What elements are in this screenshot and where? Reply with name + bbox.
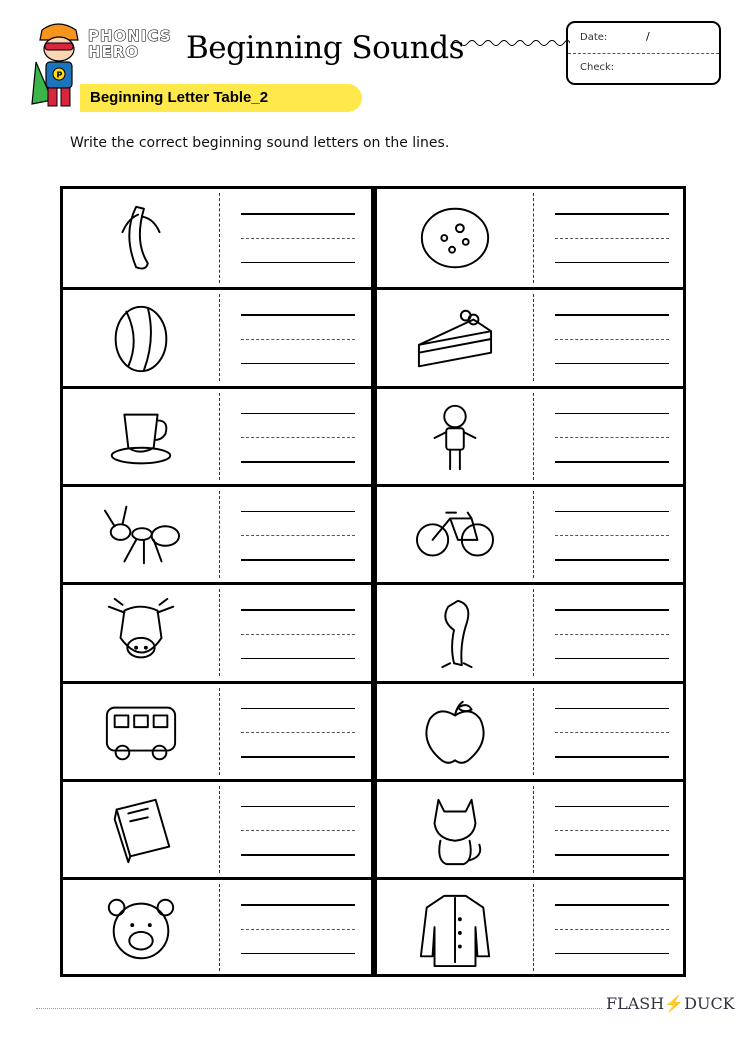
- dashed-midline: [555, 929, 669, 930]
- logo-left: FLASH: [606, 994, 665, 1013]
- writing-line: [241, 854, 355, 856]
- right-row-4: [377, 484, 683, 582]
- worksheet-table: [60, 186, 686, 977]
- right-row-6: [377, 681, 683, 779]
- writing-lines[interactable]: [241, 708, 355, 758]
- left-row-4: [63, 484, 371, 582]
- cow-icon: [71, 591, 211, 677]
- logo-right: DUCK: [684, 994, 735, 1013]
- writing-lines[interactable]: [555, 213, 669, 263]
- date-check-box: [566, 21, 721, 85]
- writing-lines[interactable]: [241, 511, 355, 561]
- writing-lines[interactable]: [555, 806, 669, 856]
- ball-icon: [71, 296, 211, 382]
- date-label: Date:: [580, 32, 608, 43]
- dashed-separator: [533, 884, 534, 971]
- writing-line: [241, 314, 355, 316]
- writing-lines[interactable]: [555, 413, 669, 463]
- writing-lines[interactable]: [241, 904, 355, 954]
- writing-line: [241, 559, 355, 561]
- dashed-midline: [555, 339, 669, 340]
- writing-line: [241, 708, 355, 710]
- writing-line: [555, 213, 669, 215]
- dashed-separator: [219, 294, 220, 381]
- dashed-separator: [533, 589, 534, 676]
- book-icon: [71, 788, 211, 874]
- apple-icon: [385, 690, 525, 776]
- right-row-1: [377, 189, 683, 287]
- writing-line: [555, 806, 669, 808]
- writing-line: [241, 756, 355, 758]
- writing-line: [241, 213, 355, 215]
- writing-line: [555, 262, 669, 264]
- dashed-separator: [219, 688, 220, 775]
- dashed-separator: [219, 589, 220, 676]
- left-row-7: [63, 779, 371, 877]
- writing-line: [555, 559, 669, 561]
- right-row-7: [377, 779, 683, 877]
- right-row-5: [377, 582, 683, 680]
- ant-icon: [71, 493, 211, 579]
- svg-text:P: P: [56, 70, 63, 80]
- dashed-separator: [533, 393, 534, 480]
- writing-lines[interactable]: [241, 806, 355, 856]
- dashed-midline: [555, 238, 669, 239]
- left-row-8: [63, 877, 371, 975]
- dashed-midline: [241, 437, 355, 438]
- brand-logo: [88, 28, 180, 70]
- dashed-separator: [219, 193, 220, 283]
- right-row-2: [377, 287, 683, 385]
- writing-line: [241, 511, 355, 513]
- banana-icon: [71, 195, 211, 281]
- writing-line: [241, 904, 355, 906]
- writing-line: [555, 708, 669, 710]
- writing-line: [241, 658, 355, 660]
- writing-line: [555, 609, 669, 611]
- writing-line: [555, 756, 669, 758]
- dashed-midline: [555, 437, 669, 438]
- writing-lines[interactable]: [555, 708, 669, 758]
- writing-line: [555, 461, 669, 463]
- writing-line: [241, 953, 355, 955]
- crocodile-icon: [385, 591, 525, 677]
- coat-icon: [385, 886, 525, 972]
- dashed-separator: [219, 786, 220, 873]
- wave-decoration: [452, 36, 570, 50]
- brand-line-1: PHONICS: [88, 27, 172, 45]
- subtitle: Beginning Letter Table_2: [90, 89, 269, 106]
- left-row-3: [63, 386, 371, 484]
- writing-line: [241, 461, 355, 463]
- dashed-separator: [219, 491, 220, 578]
- cup-icon: [71, 395, 211, 481]
- right-row-8: [377, 877, 683, 975]
- dashed-separator: [533, 786, 534, 873]
- writing-line: [555, 363, 669, 365]
- date-slash: /: [646, 30, 650, 43]
- writing-line: [555, 953, 669, 955]
- brand-line-2: HERO: [88, 43, 140, 61]
- bicycle-icon: [385, 493, 525, 579]
- writing-lines[interactable]: [555, 609, 669, 659]
- phonics-hero-mascot-icon: [30, 22, 86, 112]
- dashed-midline: [555, 535, 669, 536]
- dashed-separator: [219, 393, 220, 480]
- writing-lines[interactable]: [241, 213, 355, 263]
- writing-line: [555, 658, 669, 660]
- cat-icon: [385, 788, 525, 874]
- writing-lines[interactable]: [241, 413, 355, 463]
- writing-lines[interactable]: [555, 511, 669, 561]
- dashed-midline: [241, 929, 355, 930]
- boy-icon: [385, 395, 525, 481]
- check-label: Check:: [580, 62, 615, 73]
- writing-lines[interactable]: [241, 314, 355, 364]
- dashed-separator: [219, 884, 220, 971]
- dashed-midline: [241, 830, 355, 831]
- dashed-separator: [533, 491, 534, 578]
- right-column: [377, 189, 683, 974]
- writing-line: [241, 363, 355, 365]
- left-row-2: [63, 287, 371, 385]
- dashed-separator: [533, 294, 534, 381]
- writing-line: [555, 413, 669, 415]
- writing-line: [241, 413, 355, 415]
- dashed-separator: [533, 193, 534, 283]
- writing-lines[interactable]: [555, 314, 669, 364]
- writing-line: [241, 262, 355, 264]
- writing-line: [555, 904, 669, 906]
- dashed-midline: [241, 238, 355, 239]
- cookie-icon: [385, 195, 525, 281]
- dashed-midline: [555, 732, 669, 733]
- dashed-midline: [241, 535, 355, 536]
- writing-line: [241, 609, 355, 611]
- footer-line: [36, 1008, 602, 1009]
- dashed-midline: [241, 732, 355, 733]
- bear-icon: [71, 886, 211, 972]
- subtitle-banner: [80, 84, 362, 112]
- writing-line: [555, 511, 669, 513]
- bus-icon: [71, 690, 211, 776]
- left-column: [63, 189, 371, 974]
- writing-line: [241, 806, 355, 808]
- page-title: Beginning Sounds: [186, 30, 464, 66]
- right-row-3: [377, 386, 683, 484]
- writing-lines[interactable]: [241, 609, 355, 659]
- writing-line: [555, 314, 669, 316]
- dashed-midline: [241, 339, 355, 340]
- dashed-midline: [555, 830, 669, 831]
- cake-icon: [385, 296, 525, 382]
- left-row-5: [63, 582, 371, 680]
- left-row-1: [63, 189, 371, 287]
- flashduck-logo: [606, 994, 735, 1013]
- instruction-text: Write the correct beginning sound letters on the lines.: [70, 135, 450, 151]
- writing-line: [555, 854, 669, 856]
- dashed-separator: [533, 688, 534, 775]
- bolt-icon: ⚡: [664, 994, 685, 1013]
- dashed-midline: [555, 634, 669, 635]
- left-row-6: [63, 681, 371, 779]
- writing-lines[interactable]: [555, 904, 669, 954]
- dashed-midline: [241, 634, 355, 635]
